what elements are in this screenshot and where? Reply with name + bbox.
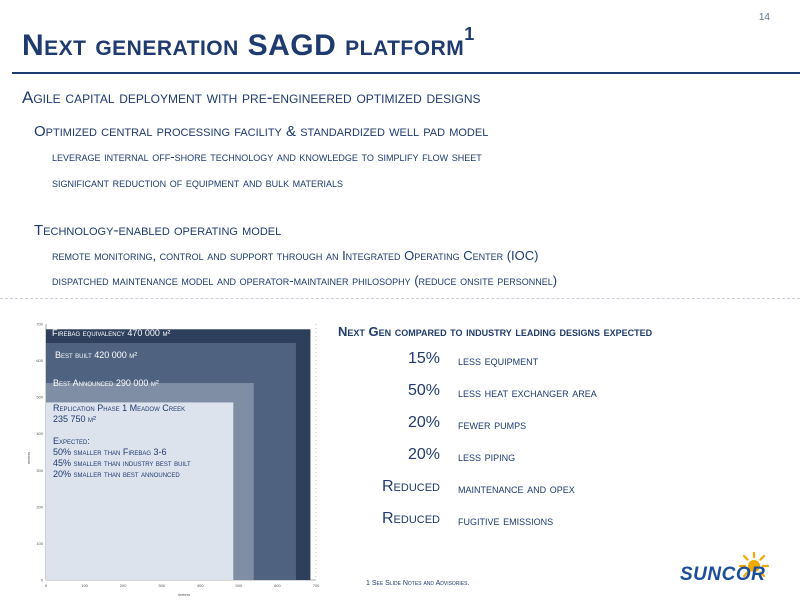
replication-label-line1: Replication Phase 1 Meadow Creek (53, 403, 186, 413)
suncor-logo (680, 552, 790, 596)
expected-heading: Expected: (53, 436, 90, 446)
y-tick-label: 0 (40, 577, 43, 583)
footprint-area-3 (46, 402, 233, 580)
comparison-desc: less equipment (458, 353, 539, 368)
y-tick-label: 500 (36, 394, 43, 400)
comparison-row (340, 382, 760, 406)
y-tick-label: 100 (36, 540, 43, 546)
x-tick-label: 600 (274, 583, 281, 588)
y-tick-label: 600 (36, 358, 43, 364)
replication-label (53, 403, 185, 425)
comparison-desc: fewer pumps (458, 417, 527, 432)
title-footnote-mark: 1 (464, 24, 475, 44)
bullet-technology-model: Technology-enabled operating model (34, 222, 282, 239)
x-tick-label: 400 (196, 583, 204, 588)
comparison-desc: fugitive emissions (458, 513, 554, 528)
comparison-row (340, 414, 760, 438)
footnote: 1 See Slide Notes and Advisories. (366, 580, 470, 587)
page-number: 14 (758, 12, 770, 23)
x-tick-label: 0 (44, 583, 48, 588)
bullet-remote-monitoring: remote monitoring, control and support through an Integrated Operating Center (IOC) (52, 248, 539, 263)
footprint-chart (24, 318, 324, 598)
title-text: Next generation SAGD platform (22, 29, 465, 62)
comparison-value: 20% (407, 446, 440, 463)
x-tick-label: 300 (158, 583, 166, 588)
comparison-desc: less piping (458, 449, 516, 464)
expected-block (53, 436, 191, 480)
y-tick-label: 700 (36, 321, 43, 327)
comparison-heading: Next Gen compared to industry leading designs expected (338, 324, 653, 339)
section-divider (0, 298, 800, 299)
comparison-value: Reduced (381, 478, 440, 495)
comparison-value: Reduced (381, 510, 440, 527)
comparison-row (340, 446, 760, 470)
comparison-row (340, 478, 760, 502)
x-tick-label: 700 (312, 583, 320, 588)
y-axis-label: meters (26, 451, 31, 465)
x-tick-label: 100 (81, 583, 88, 588)
page-title (22, 24, 475, 63)
y-tick-label: 300 (36, 467, 43, 473)
bullet-optimized-facility: Optimized central processing facility & standardized well pad model (34, 123, 489, 140)
comparison-value: 15% (407, 350, 440, 367)
comparison-value: 50% (407, 382, 440, 399)
expected-item: 50% smaller than Firebag 3-6 (53, 447, 167, 457)
expected-item: 20% smaller than best announced (53, 469, 180, 479)
replication-label-line2: 235 750 m² (53, 414, 97, 424)
best-built-label: Best built 420 000 m² (55, 350, 138, 360)
y-tick-label: 200 (36, 504, 43, 510)
firebag-label: Firebag equivalency 470 000 m² (52, 328, 171, 338)
x-tick-label: 200 (119, 583, 127, 588)
best-announced-label: Best Announced 290 000 m² (53, 378, 159, 388)
bullet-equipment-reduction: significant reduction of equipment and bulk materials (52, 175, 344, 190)
x-axis-label: meters (177, 592, 191, 597)
comparison-desc: less heat exchanger area (458, 385, 597, 400)
comparison-desc: maintenance and opex (458, 481, 575, 496)
bullet-leverage-technology: leverage internal off-shore technology and knowledge to simplify flow sheet (52, 149, 482, 164)
x-tick-label: 500 (235, 583, 243, 588)
comparison-value: 20% (407, 414, 440, 431)
expected-item: 45% smaller than industry best built (53, 458, 191, 468)
bullet-dispatched-maintenance: dispatched maintenance model and operator-maintainer philosophy (reduce onsite personnel) (52, 273, 558, 288)
comparison-row (340, 350, 760, 374)
logo-text: SUNCOR (680, 564, 766, 585)
title-rule (12, 72, 800, 74)
comparison-row (340, 510, 760, 534)
y-tick-label: 400 (36, 431, 43, 437)
bullet-agile-capital: Agile capital deployment with pre-engineered optimized designs (22, 88, 481, 107)
